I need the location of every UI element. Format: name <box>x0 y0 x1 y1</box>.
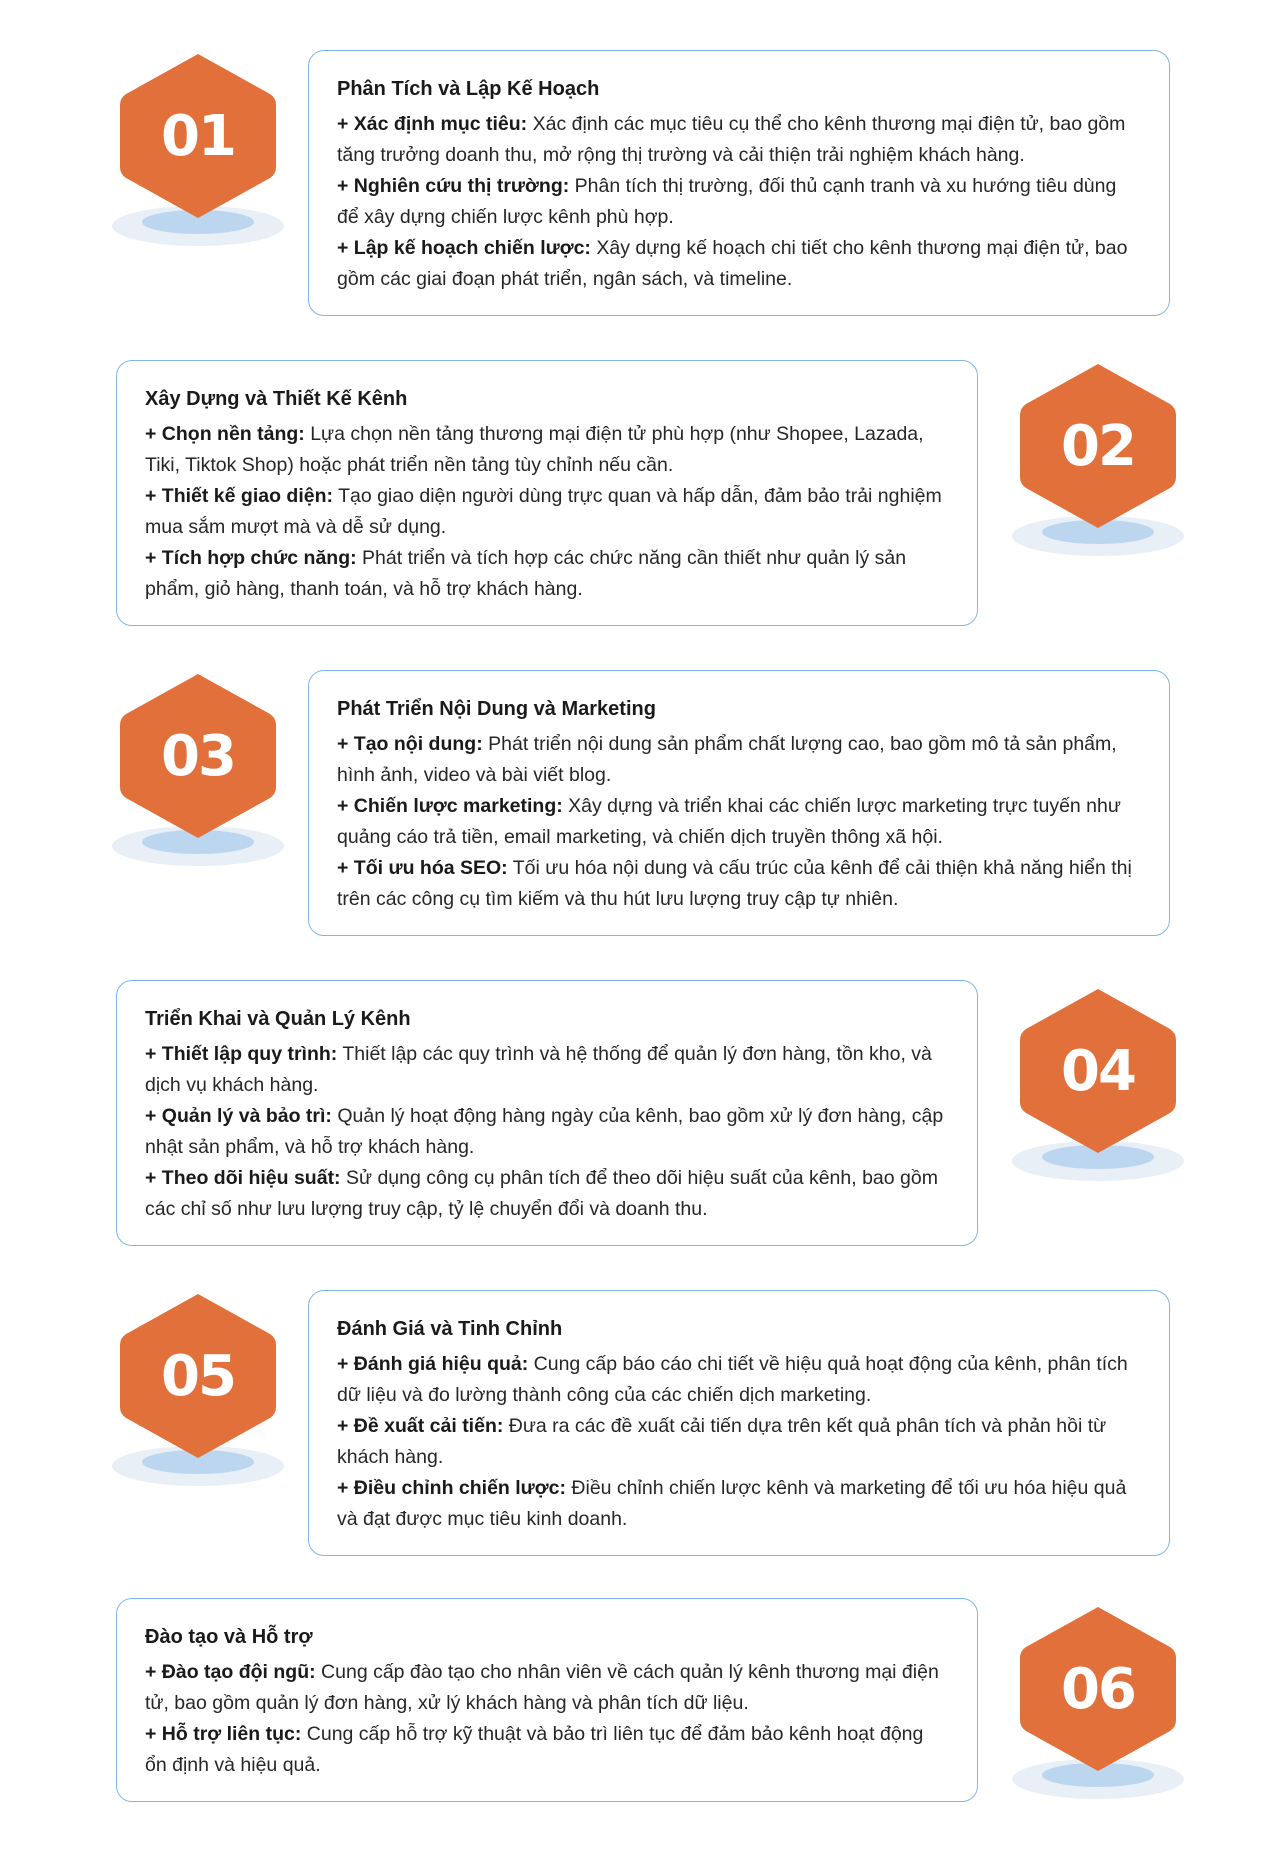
step-item <box>337 1473 1141 1535</box>
item-label: + Quản lý và bảo trì: <box>145 1105 332 1127</box>
step-item <box>337 791 1141 853</box>
step-number: 04 <box>1061 1038 1135 1104</box>
item-label: + Theo dõi hiệu suất: <box>145 1167 341 1189</box>
item-label: + Đào tạo đội ngũ: <box>145 1661 316 1683</box>
step-card <box>308 1290 1170 1556</box>
item-label: + Xác định mục tiêu: <box>337 113 528 135</box>
item-label: + Tạo nội dung: <box>337 733 483 755</box>
item-text: Xây dựng kế hoạch chi tiết cho kênh thương mại điện tử, bao gồm các giai đoạn phát triển, ngân sách, và timeline. <box>337 237 1128 290</box>
step-number-badge <box>1008 1603 1188 1803</box>
item-text: Đưa ra các đề xuất cải tiến dựa trên kết quả phân tích và phản hồi từ khách hàng. <box>337 1415 1107 1468</box>
step-title: Đánh Giá và Tinh Chỉnh <box>337 1318 563 1340</box>
step-item <box>337 233 1141 295</box>
step-item <box>145 1719 949 1781</box>
step-item <box>145 543 949 605</box>
item-text: Quản lý hoạt động hàng ngày của kênh, bao gồm xử lý đơn hàng, cập nhật sản phẩm, và hỗ trợ khách hàng. <box>145 1105 944 1158</box>
item-label: + Điều chỉnh chiến lược: <box>337 1477 566 1499</box>
step-item <box>145 1039 949 1101</box>
step-card <box>308 670 1170 936</box>
item-label: + Đánh giá hiệu quả: <box>337 1353 529 1375</box>
item-text: Thiết lập các quy trình và hệ thống để quản lý đơn hàng, tồn kho, và dịch vụ khách hàng. <box>145 1043 932 1096</box>
item-text: Tối ưu hóa nội dung và cấu trúc của kênh để cải thiện khả năng hiển thị trên các công cụ tìm kiếm và thu hút lưu lượng truy cập tự nhiên. <box>337 857 1132 910</box>
item-label: + Thiết lập quy trình: <box>145 1043 338 1065</box>
step-item <box>337 171 1141 233</box>
step-item <box>337 729 1141 791</box>
step-number-badge <box>1008 985 1188 1185</box>
step-item <box>337 1411 1141 1473</box>
item-label: + Lập kế hoạch chiến lược: <box>337 237 591 259</box>
item-text: Điều chỉnh chiến lược kênh và marketing để tối ưu hóa hiệu quả và đạt được mục tiêu kinh doanh. <box>337 1477 1127 1530</box>
step-number-badge <box>1008 360 1188 560</box>
step-number: 02 <box>1061 413 1135 479</box>
item-text: Sử dụng công cụ phân tích để theo dõi hiệu suất của kênh, bao gồm các chỉ số như lưu lượng truy cập, tỷ lệ chuyển đổi và doanh thu. <box>145 1167 938 1220</box>
step-title: Phân Tích và Lập Kế Hoạch <box>337 78 600 100</box>
step-card <box>116 980 978 1246</box>
item-label: + Chiến lược marketing: <box>337 795 563 817</box>
item-text: Cung cấp báo cáo chi tiết về hiệu quả hoạt động của kênh, phân tích dữ liệu và đo lường thành công của các chiến dịch marketing. <box>337 1353 1128 1406</box>
item-text: Phân tích thị trường, đối thủ cạnh tranh và xu hướng tiêu dùng để xây dựng chiến lược kênh phù hợp. <box>337 175 1117 228</box>
step-number-badge <box>108 50 288 250</box>
item-text: Phát triển và tích hợp các chức năng cần thiết như quản lý sản phẩm, giỏ hàng, thanh toán, và hỗ trợ khách hàng. <box>145 547 907 600</box>
step-number: 05 <box>161 1343 235 1409</box>
step-item <box>145 1163 949 1225</box>
step-title: Triển Khai và Quản Lý Kênh <box>145 1008 411 1030</box>
step-title: Xây Dựng và Thiết Kế Kênh <box>145 388 408 410</box>
item-label: + Đề xuất cải tiến: <box>337 1415 504 1437</box>
step-number: 01 <box>161 103 235 169</box>
step-item <box>145 481 949 543</box>
step-card <box>116 360 978 626</box>
step-item <box>145 1101 949 1163</box>
item-text: Xây dựng và triển khai các chiến lược marketing trực tuyến như quảng cáo trả tiền, email marketing, và chiến dịch truyền thông xã hội. <box>337 795 1121 848</box>
step-card <box>308 50 1170 316</box>
step-card <box>116 1598 978 1802</box>
item-text: Xác định các mục tiêu cụ thể cho kênh thương mại điện tử, bao gồm tăng trưởng doanh thu, mở rộng thị trường và cải thiện trải nghiệm khách hàng. <box>337 113 1126 166</box>
step-item <box>145 419 949 481</box>
step-number-badge <box>108 1290 288 1490</box>
item-text: Cung cấp hỗ trợ kỹ thuật và bảo trì liên tục để đảm bảo kênh hoạt động ổn định và hiệu quả. <box>145 1723 924 1776</box>
step-item <box>337 109 1141 171</box>
item-text: Phát triển nội dung sản phẩm chất lượng cao, bao gồm mô tả sản phẩm, hình ảnh, video và bài viết blog. <box>337 733 1117 786</box>
item-text: Lựa chọn nền tảng thương mại điện tử phù hợp (như Shopee, Lazada, Tiki, Tiktok Shop) hoặc phát triển nền tảng tùy chỉnh nếu cần. <box>145 423 924 476</box>
step-item <box>337 1349 1141 1411</box>
step-number: 03 <box>161 723 235 789</box>
step-item <box>337 853 1141 915</box>
step-number: 06 <box>1061 1656 1135 1722</box>
item-text: Tạo giao diện người dùng trực quan và hấp dẫn, đảm bảo trải nghiệm mua sắm mượt mà và dễ sử dụng. <box>145 485 942 538</box>
item-text: Cung cấp đào tạo cho nhân viên về cách quản lý kênh thương mại điện tử, bao gồm quản lý đơn hàng, xử lý khách hàng và phân tích dữ liệu. <box>145 1661 939 1714</box>
item-label: + Hỗ trợ liên tục: <box>145 1723 302 1745</box>
step-item <box>145 1657 949 1719</box>
item-label: + Tích hợp chức năng: <box>145 547 357 569</box>
step-title: Phát Triển Nội Dung và Marketing <box>337 698 656 720</box>
step-title: Đào tạo và Hỗ trợ <box>145 1626 313 1648</box>
step-number-badge <box>108 670 288 870</box>
item-label: + Thiết kế giao diện: <box>145 485 333 507</box>
item-label: + Nghiên cứu thị trường: <box>337 175 570 197</box>
item-label: + Chọn nền tảng: <box>145 423 305 445</box>
item-label: + Tối ưu hóa SEO: <box>337 857 508 879</box>
